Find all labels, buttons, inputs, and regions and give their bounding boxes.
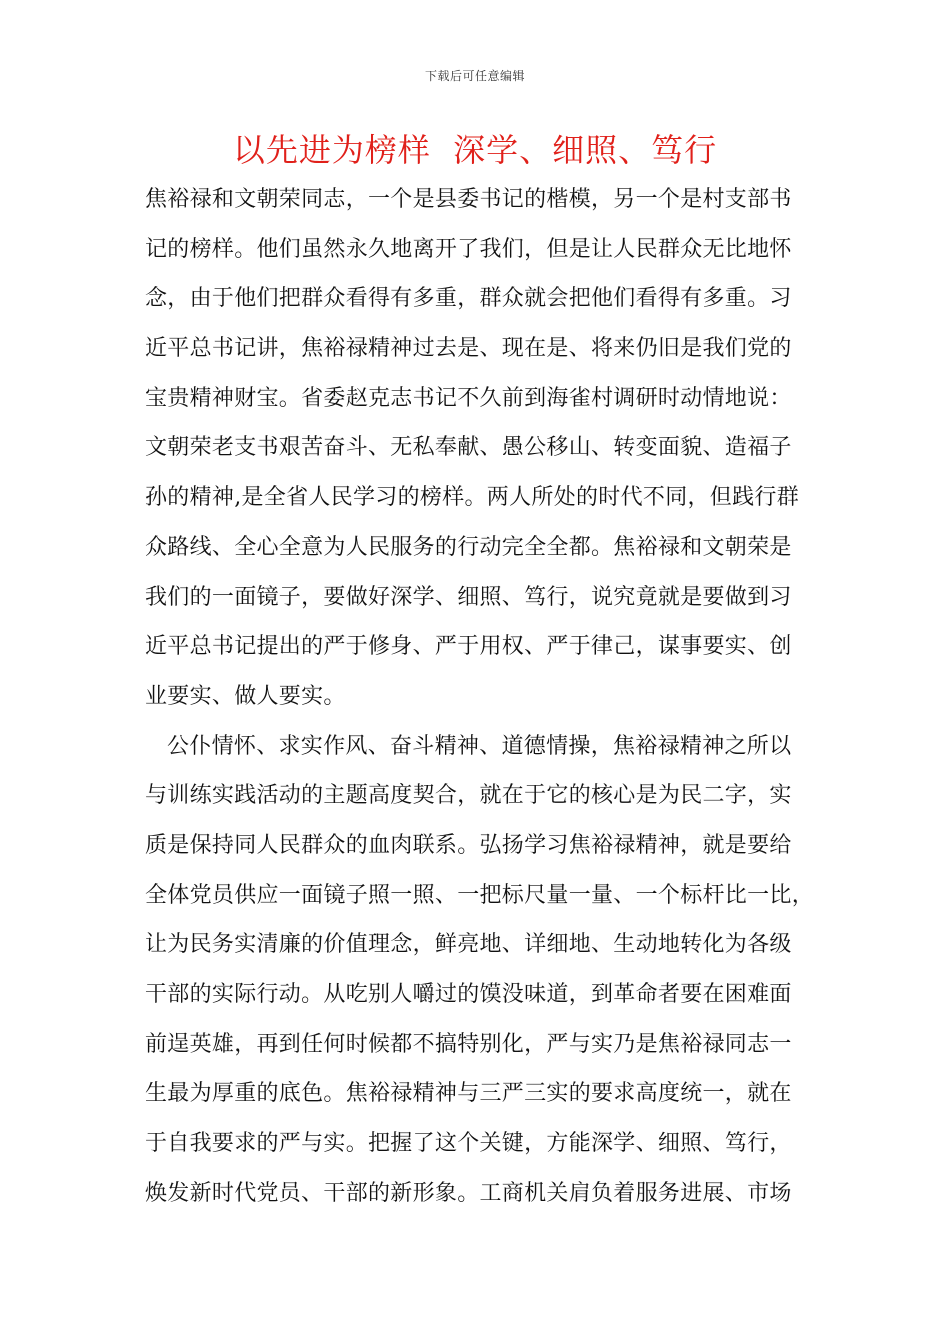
text-line: 近平总书记讲，焦裕禄精神过去是、现在是、将来仍旧是我们党的: [145, 336, 792, 362]
page-title: 以先进为榜样 深学、细照、笃行: [232, 131, 718, 169]
text-line: 与训练实践活动的主题高度契合，就在于它的核心是为民二字，实: [145, 783, 792, 809]
text-line: 念，由于他们把群众看得有多重，群众就会把他们看得有多重。习: [145, 286, 792, 312]
text-line: 干部的实际行动。从吃别人嚼过的馍没味道，到革命者要在困难面: [145, 982, 792, 1007]
text-line: 让为民务实清廉的价值理念，鲜亮地、详细地、生动地转化为各级: [145, 932, 792, 958]
text-line: 我们的一面镜子，要做好深学、细照、笃行，说究竟就是要做到习: [145, 584, 792, 610]
header-note: 下载后可任意编辑: [424, 69, 525, 83]
text-line: 孙的精神,是全省人民学习的榜样。两人所处的时代不同，但践行群: [145, 485, 799, 511]
text-line: 近平总书记提出的严于修身、严于用权、严于律己，谋事要实、创: [145, 634, 792, 660]
text-line: 公仆情怀、求实作风、奋斗精神、道德情操，焦裕禄精神之所以: [167, 733, 792, 759]
paragraph: [145, 729, 835, 1226]
text-line: 众路线、全心全意为人民服务的行动完全全都。焦裕禄和文朝荣是: [145, 534, 792, 560]
body-text: [145, 182, 835, 1225]
text-line: 记的榜样。他们虽然永久地离开了我们，但是让人民群众无比地怀: [145, 236, 792, 262]
text-line: 全体党员供应一面镜子照一照、一把标尺量一量、一个标杆比一比，: [145, 882, 815, 908]
text-line: 于自我要求的严与实。把握了这个关键，方能深学、细照、笃行，: [145, 1131, 792, 1157]
text-line: 质是保持同人民群众的血肉联系。弘扬学习焦裕禄精神，就是要给: [145, 832, 792, 858]
text-line: 前逞英雄，再到任何时候都不搞特别化，严与实乃是焦裕禄同志一: [145, 1031, 792, 1057]
text-line: 宝贵精神财宝。省委赵克志书记不久前到海雀村调研时动情地说：: [145, 385, 792, 411]
text-line: 生最为厚重的底色。焦裕禄精神与三严三实的要求高度统一，就在: [145, 1081, 792, 1107]
text-line: 焦裕禄和文朝荣同志，一个是县委书记的楷模，另一个是村支部书: [145, 187, 792, 212]
text-line: 业要实、做人要实。: [145, 683, 346, 709]
text-line: 文朝荣老支书艰苦奋斗、无私奉献、愚公移山、转变面貌、造福子: [145, 435, 792, 461]
text-line: 焕发新时代党员、干部的新形象。工商机关肩负着服务进展、市场: [145, 1180, 792, 1206]
paragraph: [145, 182, 835, 729]
